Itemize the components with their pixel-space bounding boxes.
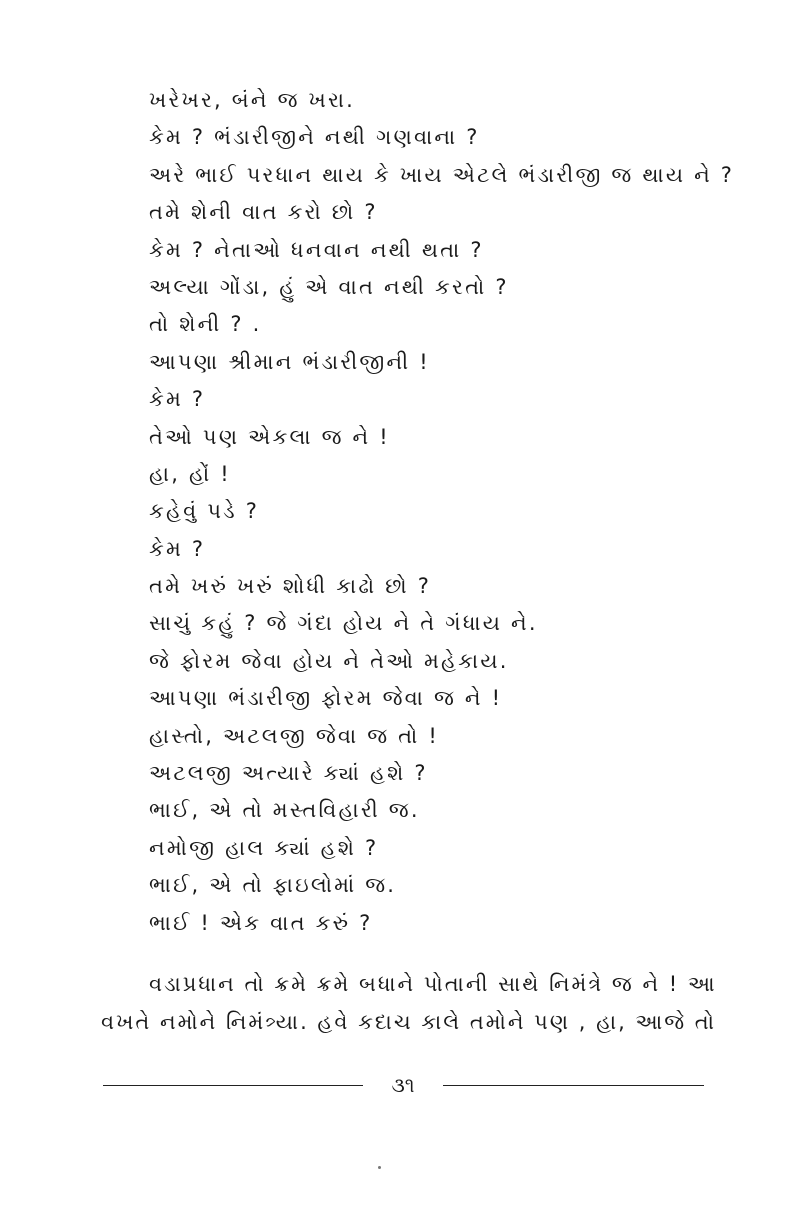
dialogue-line: કેમ ? [149, 387, 206, 412]
dialogue-line: આપણા શ્રીમાન ભંડારીજીની ! [149, 349, 430, 374]
dialogue-line: હા, હોં ! [149, 461, 231, 486]
dialogue-line: આપણા ભંડારીજી ફોરમ જેવા જ ને ! [149, 686, 503, 711]
dialogue-line: જે ફોરમ જેવા હોય ને તેઓ મહેકાય. [149, 648, 509, 673]
paragraph-line: વખતે નમોને નિમંત્ર્યા. હવે કદાચ કાલે તમોને પણ , હા, આજે તો [101, 1010, 716, 1034]
dialogue-line: અલ્યા ગોંડા, હું એ વાત નથી કરતો ? [149, 274, 509, 299]
closing-paragraph [101, 965, 717, 1041]
dialogue-line: હાસ્તો, અટલજી જેવા જ તો ! [149, 723, 440, 748]
page-number: ૩૧ [391, 1073, 415, 1097]
dialogue-line: ભાઈ ! એક વાત કરું ? [149, 910, 373, 935]
dialogue-line: કેમ ? નેતાઓ ધનવાન નથી થતા ? [149, 237, 484, 262]
dialogue-line: ભાઈ, એ તો મસ્તવિહારી જ. [149, 798, 420, 823]
dialogue-line: તો શેની ? . [149, 312, 262, 337]
paragraph-line: વડાપ્રધાન તો ક્રમે ક્રમે બધાને પોતાની સાથે નિમંત્રે જ ને ! આ [149, 972, 717, 996]
page-footer [103, 1070, 704, 1100]
dialogue-line: કહેવું પડે ? [149, 499, 260, 524]
footer-rule-left [103, 1085, 363, 1086]
dialogue-line: ખરેખર, બંને જ ખરા. [149, 88, 356, 112]
footer-rule-right [443, 1085, 704, 1086]
dialogue-line: અરે ભાઈ પરધાન થાય કે ખાય એટલે ભંડારીજી જ થાય ને ? [149, 162, 735, 187]
dialogue-line: કેમ ? [149, 536, 206, 561]
dialogue-line: તેઓ પણ એકલા જ ને ! [149, 424, 390, 449]
dialogue-lines [149, 82, 749, 942]
dialogue-line: તમે ખરું ખરું શોધી કાઢો છો ? [149, 574, 432, 599]
dialogue-line: ભાઈ, એ તો ફાઇલોમાં જ. [149, 873, 397, 898]
print-speck [378, 1166, 381, 1169]
dialogue-line: કેમ ? ભંડારીજીને નથી ગણવાના ? [149, 125, 480, 150]
dialogue-line: સાચું કહું ? જે ગંદા હોય ને તે ગંધાય ને. [149, 611, 538, 636]
dialogue-line: તમે શેની વાત કરો છો ? [149, 200, 378, 225]
dialogue-line: અટલજી અત્યારે ક્યાં હશે ? [149, 761, 428, 786]
dialogue-line: નમોજી હાલ ક્યાં હશે ? [149, 835, 379, 860]
